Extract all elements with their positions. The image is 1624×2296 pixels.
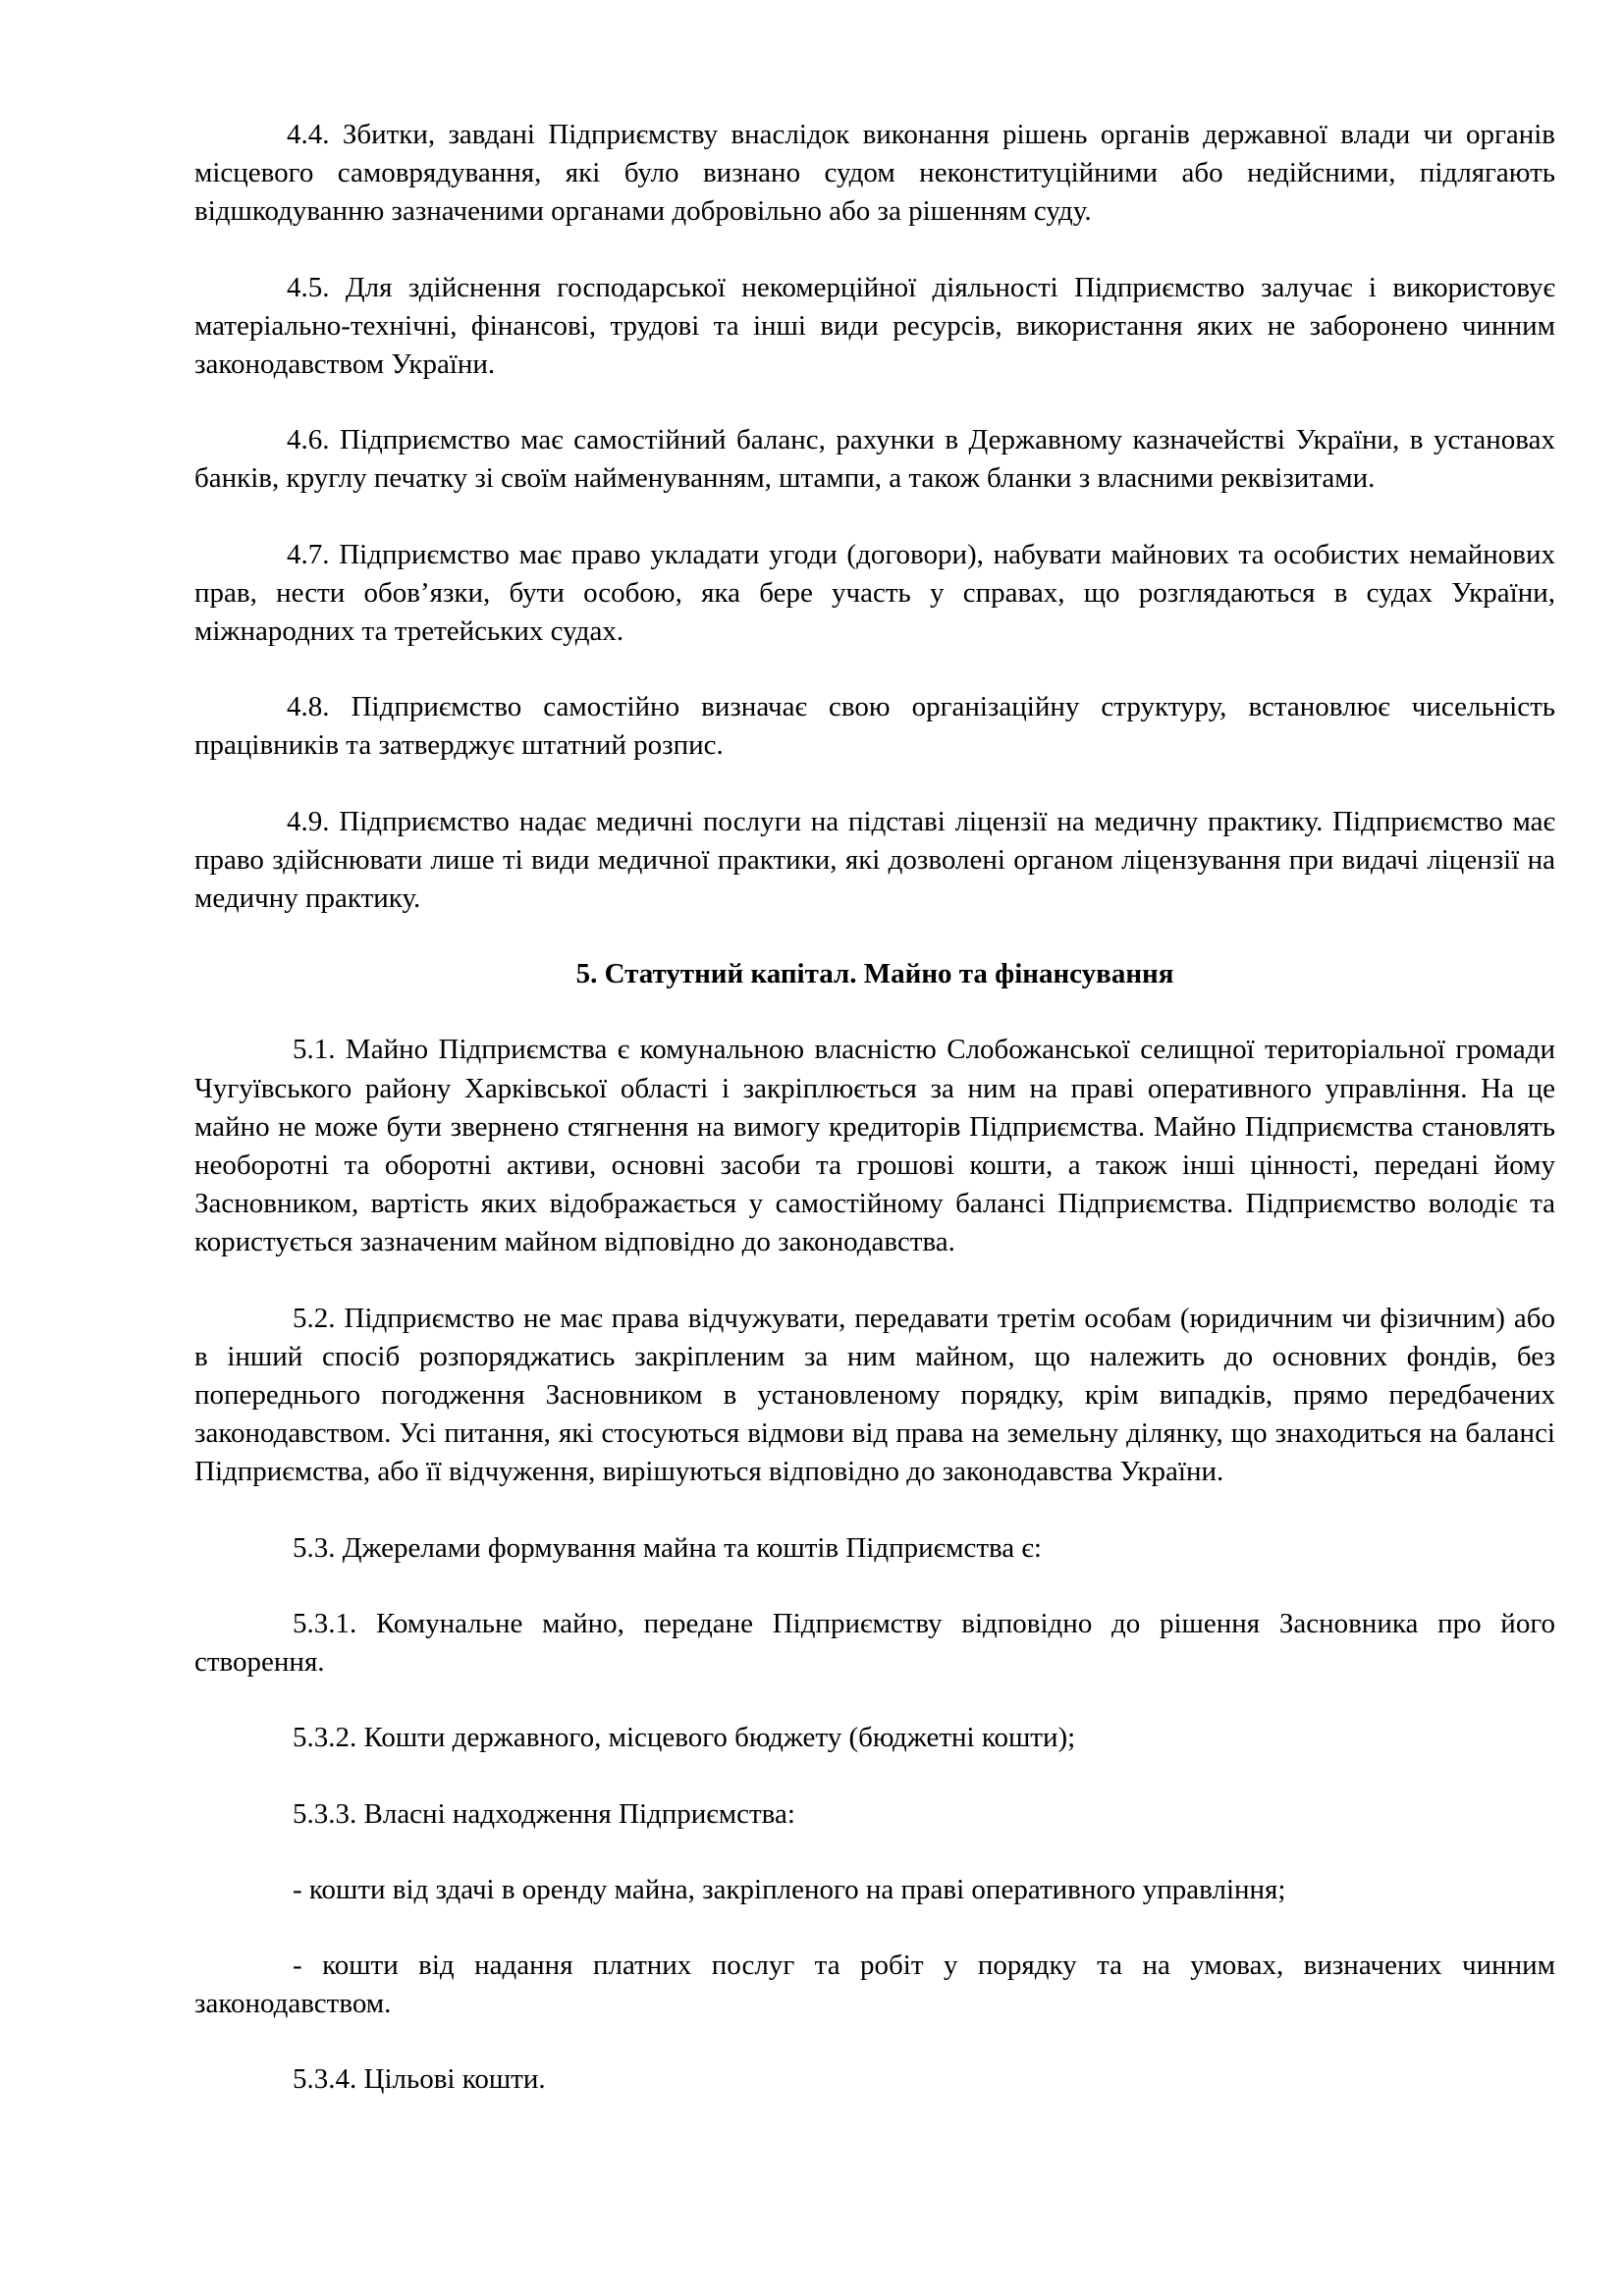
- spacer: [194, 993, 1555, 1031]
- spacer: [194, 384, 1555, 421]
- document-page: [194, 116, 1555, 2100]
- spacer: [194, 918, 1555, 955]
- paragraph-5-3: 5.3. Джерелами формування майна та коштів Підприємства є:: [293, 1531, 1042, 1564]
- paragraph-4-7: 4.7. Підприємство має право укладати угоди (договори), набувати майнових та особистих немайнових прав, нести обов’язки, бути особою, яка бере участь у справах, що розглядаються в судах України, міжнародних та третейських судах.: [194, 538, 1555, 648]
- spacer: [194, 499, 1555, 536]
- paragraph-5-3-3: 5.3.3. Власні надходження Підприємства:: [293, 1797, 795, 1830]
- paragraph-5-2: 5.2. Підприємство не має права відчужувати, передавати третім особам (юридичним чи фізичним) або в інший спосіб розпоряджатись закріпленим за ним майном, що належить до основних фондів, без попереднього погодження Засновником в установленому порядку, крім випадків, прямо передбачених законодавством. Усі питання, які стосуються відмови від права на земельну ділянку, що знаходиться на балансі Підприємства, або її відчуження, вирішуються відповідно до законодавства України.: [194, 1302, 1555, 1488]
- spacer: [194, 766, 1555, 803]
- paragraph-5-3-1: 5.3.1. Комунальне майно, передане Підприємству відповідно до рішення Засновника про його створення.: [194, 1607, 1555, 1679]
- paragraph-5-3-2: 5.3.2. Кошти державного, місцевого бюджету (бюджетні кошти);: [293, 1722, 1076, 1754]
- paragraph-4-4: 4.4. Збитки, завдані Підприємству внаслідок виконання рішень органів державної влади чи органів місцевого самоврядування, які було визнано судом неконституційними або недійсними, підлягають відшкодуванню зазначеними органами добровільно або за рішенням суду.: [194, 119, 1555, 228]
- paragraph-4-8: 4.8. Підприємство самостійно визначає свою організаційну структуру, встановлює чисельність працівників та затверджує штатний розпис.: [194, 691, 1555, 762]
- spacer: [194, 1834, 1555, 1871]
- list-item-paid-services: - кошти від надання платних послуг та робіт у порядку та на умовах, визначених чинним законодавством.: [194, 1949, 1555, 2020]
- spacer: [194, 1758, 1555, 1795]
- paragraph-5-3-4: 5.3.4. Цільові кошти.: [293, 2063, 546, 2096]
- list-item-rent-income: - кошти від здачі в оренду майна, закріпленого на праві оперативного управління;: [293, 1873, 1286, 1905]
- paragraph-5-1: 5.1. Майно Підприємства є комунальною власністю Слобожанської селищної територіальної громади Чугуївського району Харківської області і закріплюється за ним на праві оперативного управління. На це майно не може бути звернено стягнення на вимогу кредиторів Підприємства. Майно Підприємства становлять необоротні та оборотні активи, основні засоби та грошові кошти, а також інші цінності, передані йому Засновником, вартість яких відображається у самостійному балансі Підприємства. Підприємство володіє та користується зазначеним майном відповідно до законодавства.: [194, 1034, 1555, 1258]
- spacer: [194, 2023, 1555, 2060]
- section-5-heading: 5. Статутний капітал. Майно та фінансування: [575, 958, 1174, 990]
- spacer: [194, 1262, 1555, 1300]
- spacer: [194, 1682, 1555, 1719]
- spacer: [194, 1492, 1555, 1529]
- paragraph-4-9: 4.9. Підприємство надає медичні послуги на підставі ліцензії на медичну практику. Підприємство має право здійснювати лише ті види медичної практики, які дозволені органом ліцензування при видачі ліцензії на медичну практику.: [194, 805, 1555, 915]
- paragraph-4-6: 4.6. Підприємство має самостійний баланс, рахунки в Державному казначействі України, в установах банків, круглу печатку зі своїм найменуванням, штампи, а також бланки з власними реквізитами.: [194, 424, 1555, 495]
- paragraph-4-5: 4.5. Для здійснення господарської некомерційної діяльності Підприємство залучає і використовує матеріально-технічні, фінансові, трудові та інші види ресурсів, використання яких не заборонено чинним законодавством України.: [194, 271, 1555, 381]
- spacer: [194, 1568, 1555, 1605]
- spacer: [194, 232, 1555, 269]
- spacer: [194, 651, 1555, 688]
- spacer: [194, 1909, 1555, 1947]
